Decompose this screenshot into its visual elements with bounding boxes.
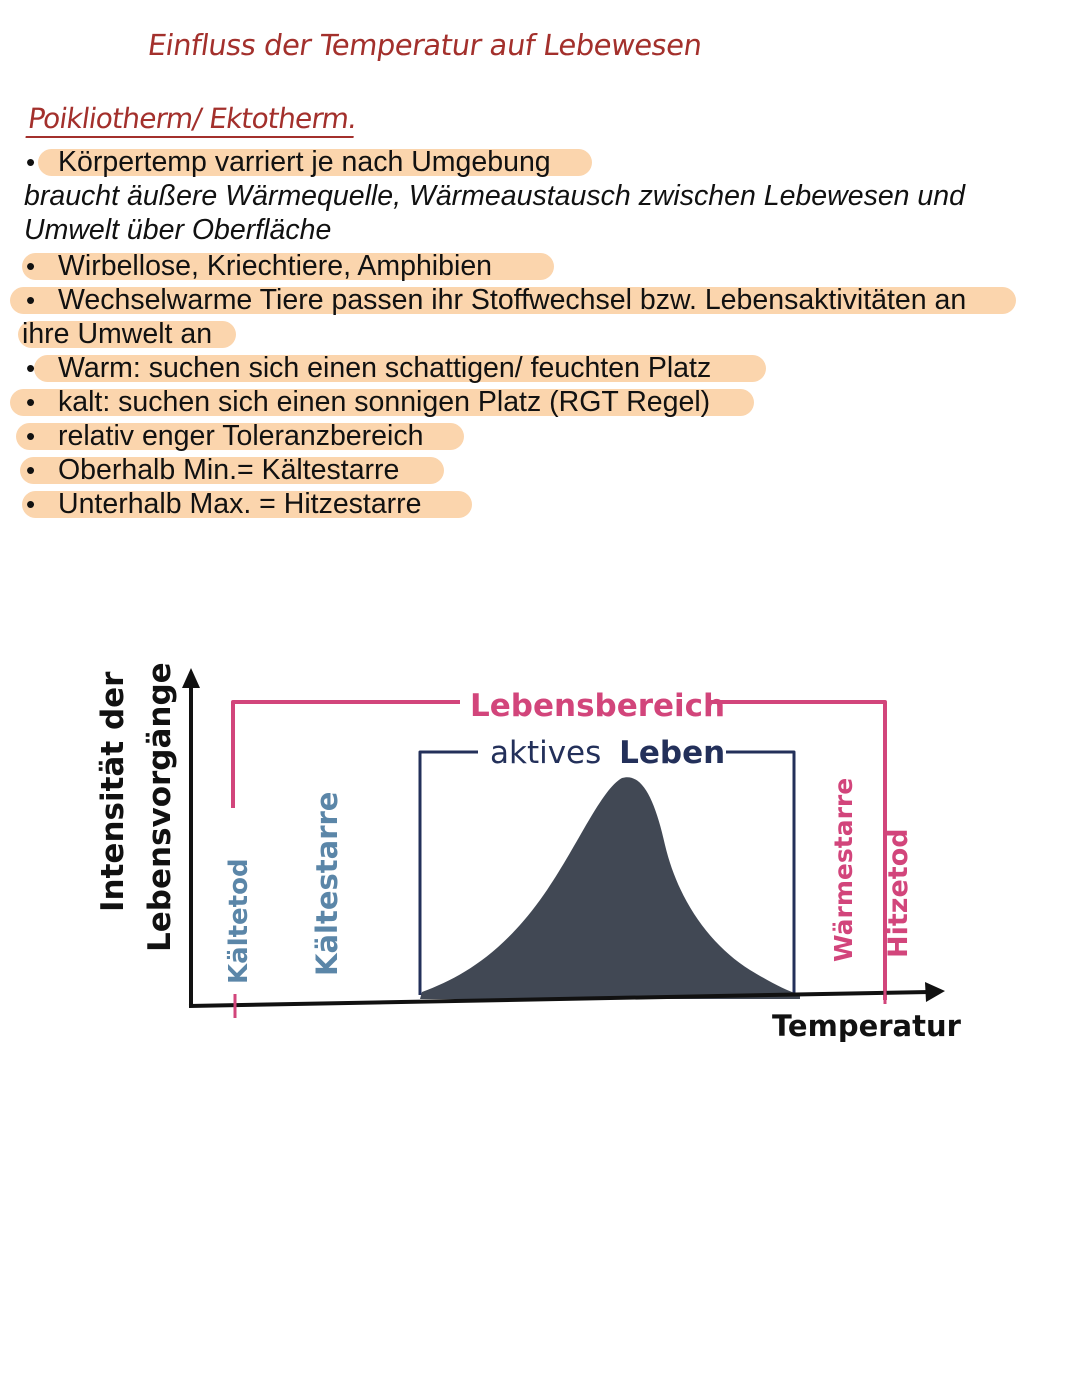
text-line: kalt: suchen sich einen sonnigen Platz (RGT Regel) xyxy=(58,386,711,418)
y-axis-arrow-icon xyxy=(182,668,200,688)
page-title: Einfluss der Temperatur auf Lebewesen xyxy=(145,28,705,62)
y-axis-label-line1: Intensität der xyxy=(95,671,131,912)
text-line: ihre Umwelt an xyxy=(22,318,213,350)
lebensbereich-label: Lebensbereich xyxy=(470,688,726,724)
leben-word: Leben xyxy=(619,735,726,771)
bullet: • xyxy=(26,147,36,177)
bullet: • xyxy=(26,489,36,519)
bullet: • xyxy=(26,285,36,315)
text-line: braucht äußere Wärmequelle, Wärmeaustausch zwischen Lebewesen und xyxy=(24,180,965,212)
diagram-svg xyxy=(0,640,1080,1060)
bullet: • xyxy=(26,421,36,451)
text-line: Wechselwarme Tiere passen ihr Stoffwechsel bzw. Lebensaktivitäten an xyxy=(58,284,967,316)
aktives-word: aktives xyxy=(490,735,602,771)
temperature-diagram xyxy=(0,640,1080,1060)
kaeltetod-label: Kältetod xyxy=(224,858,254,984)
text-line: Wirbellose, Kriechtiere, Amphibien xyxy=(58,250,493,282)
bullet: • xyxy=(26,455,36,485)
text-line: Körpertemp varriert je nach Umgebung xyxy=(58,146,551,178)
x-axis-label: Temperatur xyxy=(772,1009,961,1043)
text-line: Unterhalb Max. = Hitzestarre xyxy=(58,488,422,520)
text-line: relativ enger Toleranzbereich xyxy=(58,420,424,452)
text-line: Umwelt über Oberfläche xyxy=(24,214,332,246)
bullet: • xyxy=(26,353,36,383)
kaeltestarre-label: Kältestarre xyxy=(310,791,344,976)
text-line: Warm: suchen sich einen schattigen/ feuchten Platz xyxy=(58,352,712,384)
activity-curve xyxy=(420,777,800,999)
bullet: • xyxy=(26,251,36,281)
aktives-leben-label xyxy=(490,735,725,771)
text-line: Oberhalb Min.= Kältestarre xyxy=(58,454,400,486)
hitzetod-label: Hitzetod xyxy=(883,828,914,958)
y-axis-label-line2: Lebensvorgänge xyxy=(142,662,178,952)
x-axis-arrow-icon xyxy=(925,982,945,1002)
bullet: • xyxy=(26,387,36,417)
section-heading: Poikliotherm/ Ektotherm. xyxy=(25,102,358,138)
waermestarre-label: Wärmestarre xyxy=(829,777,858,962)
